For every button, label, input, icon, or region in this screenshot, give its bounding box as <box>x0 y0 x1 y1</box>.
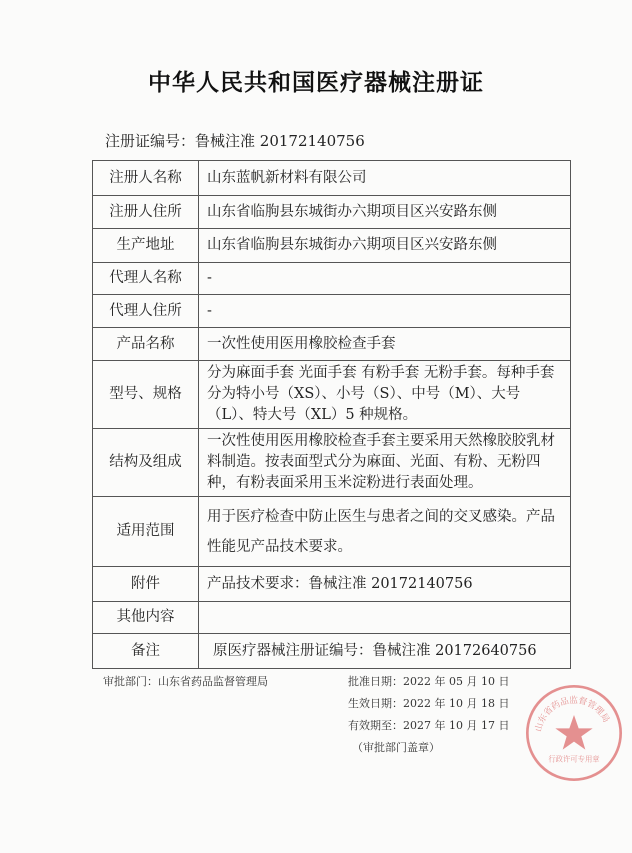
official-seal-stamp <box>524 683 624 783</box>
svg-text:山东省药品监督管理局: 山东省药品监督管理局 <box>533 695 611 733</box>
effective-date: 生效日期：2022 年 10 月 18 日 <box>348 697 510 710</box>
footer <box>92 675 611 765</box>
row-label: 型号、规格 <box>93 361 199 429</box>
expiry-date: 有效期至：2027 年 10 月 17 日 <box>348 719 510 732</box>
row-value: 一次性使用医用橡胶检查手套 <box>199 328 571 361</box>
row-value: - <box>199 295 571 328</box>
row-value: 产品技术要求：鲁械注准 20172140756 <box>199 567 571 602</box>
table-row <box>93 497 571 567</box>
row-value: - <box>199 263 571 295</box>
seal-star-icon <box>555 715 592 750</box>
table-row <box>93 361 571 429</box>
row-value: 用于医疗检查中防止医生与患者之间的交叉感染。产品性能见产品技术要求。 <box>199 497 571 567</box>
table-row <box>93 429 571 497</box>
table-row <box>93 634 571 669</box>
row-label: 其他内容 <box>93 602 199 634</box>
approval-date: 批准日期：2022 年 05 月 10 日 <box>348 675 510 688</box>
table-row <box>93 567 571 602</box>
row-value: 一次性使用医用橡胶检查手套主要采用天然橡胶胶乳材料制造。按表面型式分为麻面、光面、有粉、无粉四种，有粉表面采用玉米淀粉进行表面处理。 <box>199 429 571 497</box>
row-label: 适用范围 <box>93 497 199 567</box>
row-label: 代理人住所 <box>93 295 199 328</box>
row-value: 山东省临朐县东城街办六期项目区兴安路东侧 <box>199 229 571 263</box>
row-label: 产品名称 <box>93 328 199 361</box>
table-row <box>93 263 571 295</box>
registration-number: 注册证编号：鲁械注准 20172140756 <box>105 132 365 150</box>
table-row <box>93 602 571 634</box>
row-value <box>199 602 571 634</box>
row-value: 原医疗器械注册证编号：鲁械注准 20172640756 <box>199 634 571 669</box>
table-row <box>93 196 571 229</box>
row-value: 山东蓝帆新材料有限公司 <box>199 161 571 196</box>
row-label: 附件 <box>93 567 199 602</box>
row-value: 分为麻面手套 光面手套 有粉手套 无粉手套。每种手套分为特小号（XS）、小号（S）、中号（M）、大号（L）、特大号（XL）5 种规格。 <box>199 361 571 429</box>
row-label: 结构及组成 <box>93 429 199 497</box>
row-label: 代理人名称 <box>93 263 199 295</box>
document-title: 中华人民共和国医疗器械注册证 <box>148 70 484 96</box>
table-row <box>93 328 571 361</box>
seal-note: （审批部门盖章） <box>352 741 440 754</box>
table-row <box>93 295 571 328</box>
row-label: 注册人名称 <box>93 161 199 196</box>
row-label: 生产地址 <box>93 229 199 263</box>
svg-text:行政许可专用章: 行政许可专用章 <box>548 754 600 764</box>
row-label: 注册人住所 <box>93 196 199 229</box>
certificate-body <box>92 160 611 765</box>
approval-department: 审批部门：山东省药品监督管理局 <box>103 675 268 688</box>
table-row <box>93 161 571 196</box>
table-row <box>93 229 571 263</box>
row-value: 山东省临朐县东城街办六期项目区兴安路东侧 <box>199 196 571 229</box>
row-label: 备注 <box>93 634 199 669</box>
certificate-table <box>92 160 571 669</box>
